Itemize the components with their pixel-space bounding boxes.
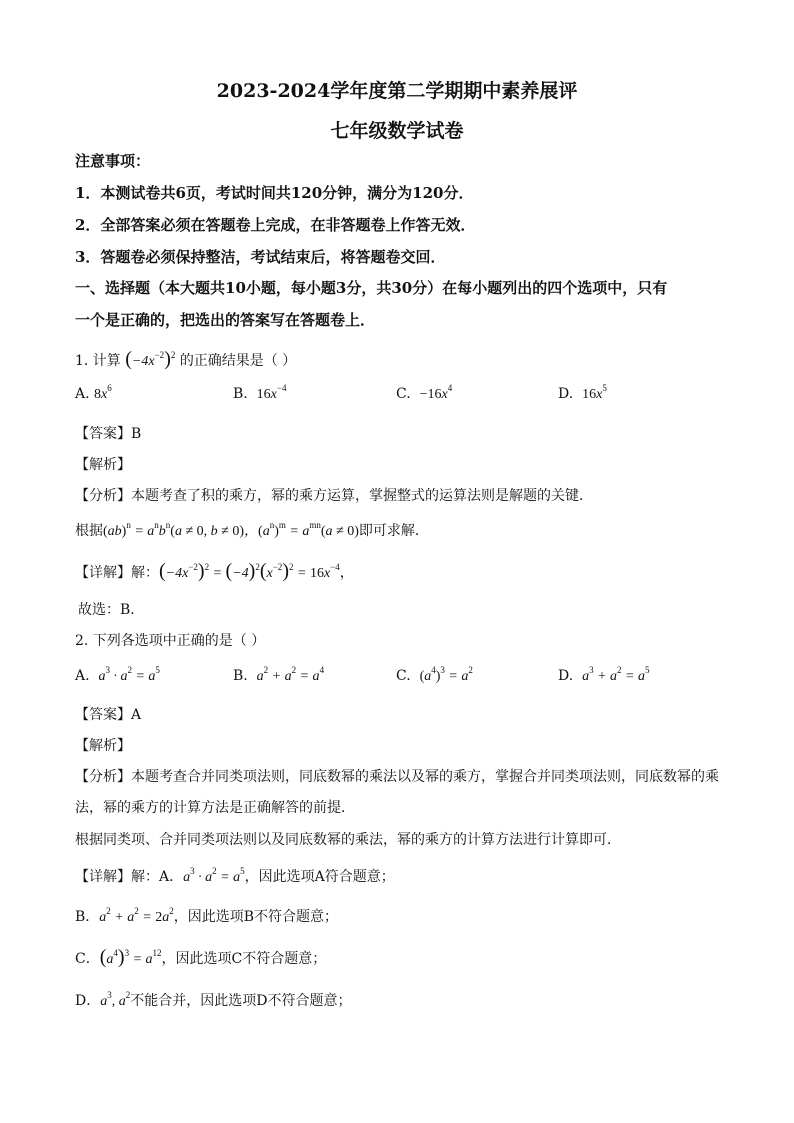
q2-detail-b-math: $a^2 + a^2 = 2a^2$: [99, 906, 174, 925]
option-label: B.: [233, 668, 248, 684]
q1-detail-prefix: 【详解】解：: [75, 565, 159, 581]
q2-detail-a-math: $a^3 \cdot a^2 = a^5$: [183, 866, 245, 885]
q1-detail: 【详解】解：$(-4x^{-2})^2 = (-4)^2(x^{-2})^2 = 16x^{-4}$，: [75, 560, 354, 582]
q1-basis-suffix: 即可求解．: [358, 523, 429, 539]
option-label: A.: [75, 386, 90, 402]
q1-answer: 【答案】B: [75, 426, 142, 442]
q1-expression: $(-4x^{-2})^2$: [125, 348, 176, 370]
q2-option-b: [233, 665, 325, 685]
q1-suffix: 的正确结果是（ ）: [179, 353, 297, 369]
q2-detail-a: [75, 866, 395, 886]
q2-detail-a-text: ，因此选项A符合题意；: [244, 869, 395, 885]
exam-subtitle: 七年级数学试卷: [330, 120, 464, 142]
exam-title: 2023-2024学年度第二学期期中素养展评: [216, 80, 578, 102]
q1-fenxi: 【分析】本题考查了积的乘方，幂的乘方运算，掌握整式的运算法则是解题的关键．: [75, 488, 593, 504]
q1-basis-prefix: 根据: [75, 523, 103, 539]
q2-detail-b-prefix: B．: [75, 909, 100, 925]
option-label: B.: [233, 386, 248, 402]
q1-option-b-math: $16x^{-4}$: [256, 383, 287, 402]
q2-option-b-math: $a^2 + a^2 = a^4$: [256, 665, 325, 684]
option-label: A.: [75, 668, 90, 684]
q1-option-c-math: $-16x^4$: [419, 383, 453, 402]
q2-detail-c-text: ，因此选项C不符合题意；: [161, 951, 327, 967]
q1-analysis-tag: 【解析】: [75, 457, 131, 473]
q1-option-d: [558, 383, 607, 403]
q2-analysis-tag: 【解析】: [75, 738, 131, 754]
q1-prefix: 1. 计算: [75, 353, 121, 369]
q2-fenxi-line1: 【分析】本题考查合并同类项法则，同底数幂的乘法以及幂的乘方，掌握合并同类项法则，同底数幂的乘: [75, 769, 719, 785]
q2-detail-d-prefix: D．: [75, 993, 101, 1009]
q2-detail-prefix: 【详解】解：A．: [75, 869, 184, 885]
section-heading-line2: 一个是正确的，把选出的答案写在答题卷上．: [75, 311, 376, 329]
q1-option-a: [75, 383, 112, 403]
q1-basis-formula: $(ab)^n = a^nb^n(a \ne 0$, b ≠ 0)，$(a^n)^m = a^{mn}(a \ne 0)$: [103, 520, 359, 539]
notice-item-1: 1．本测试卷共6页，考试时间共120分钟，满分为120分．: [75, 184, 474, 202]
q2-option-c-math: $(a^4)^3 = a^2$: [419, 665, 473, 684]
notice-item-3: 3．答题卷必须保持整洁，考试结束后，将答题卷交回．: [75, 248, 446, 266]
q1-stem: [75, 350, 296, 370]
option-label: D.: [558, 386, 574, 402]
q2-option-a: [75, 665, 160, 685]
q2-fenxi-line2: 法，幂的乘方的计算方法是正确解答的前提．: [75, 800, 355, 816]
q2-stem: 2. 下列各选项中正确的是（ ）: [75, 633, 266, 649]
option-label: C.: [396, 386, 411, 402]
q2-answer: 【答案】A: [75, 707, 142, 723]
q1-basis: [75, 520, 429, 540]
q2-option-a-math: $a^3 \cdot a^2 = a^5$: [98, 665, 160, 684]
q2-option-d: [558, 665, 650, 685]
notice-heading: 注意事项：: [75, 152, 151, 170]
notice-item-2: 2．全部答案必须在答题卷上完成，在非答题卷上作答无效．: [75, 216, 476, 234]
q1-option-b: [233, 383, 287, 403]
q2-detail-c: [75, 948, 326, 968]
q1-detail-formula: $(-4x^{-2})^2 = (-4)^2(x^{-2})^2 = 16x^{-4}$: [159, 560, 340, 582]
q2-detail-b-text: ，因此选项B不符合题意；: [173, 909, 338, 925]
section-heading-line1: 一、选择题（本大题共10小题，每小题3分，共30分）在每小题列出的四个选项中，只有: [75, 279, 668, 297]
q1-option-c: [396, 383, 453, 403]
q2-option-d-math: $a^3 + a^2 = a^5$: [582, 665, 650, 684]
q1-choose: 故选：B．: [78, 602, 145, 618]
option-label: D.: [558, 668, 574, 684]
q1-option-d-math: $16x^5$: [582, 383, 607, 402]
q1-option-a-math: $8x^6$: [94, 383, 112, 402]
q2-basis: 根据同类项、合并同类项法则以及同底数幂的乘法，幂的乘方的计算方法进行计算即可．: [75, 832, 621, 848]
q2-detail-d-math: $a^3$, $a^2$: [100, 990, 131, 1009]
q2-detail-d: [75, 990, 351, 1010]
q2-option-c: [396, 665, 473, 685]
q2-detail-d-text: 不能合并，因此选项D不符合题意；: [130, 993, 352, 1009]
q2-detail-b: [75, 906, 338, 926]
q2-detail-c-math: $(a^4)^3 = a^{12}$: [99, 946, 162, 968]
option-label: C.: [396, 668, 411, 684]
q2-detail-c-prefix: C．: [75, 951, 100, 967]
